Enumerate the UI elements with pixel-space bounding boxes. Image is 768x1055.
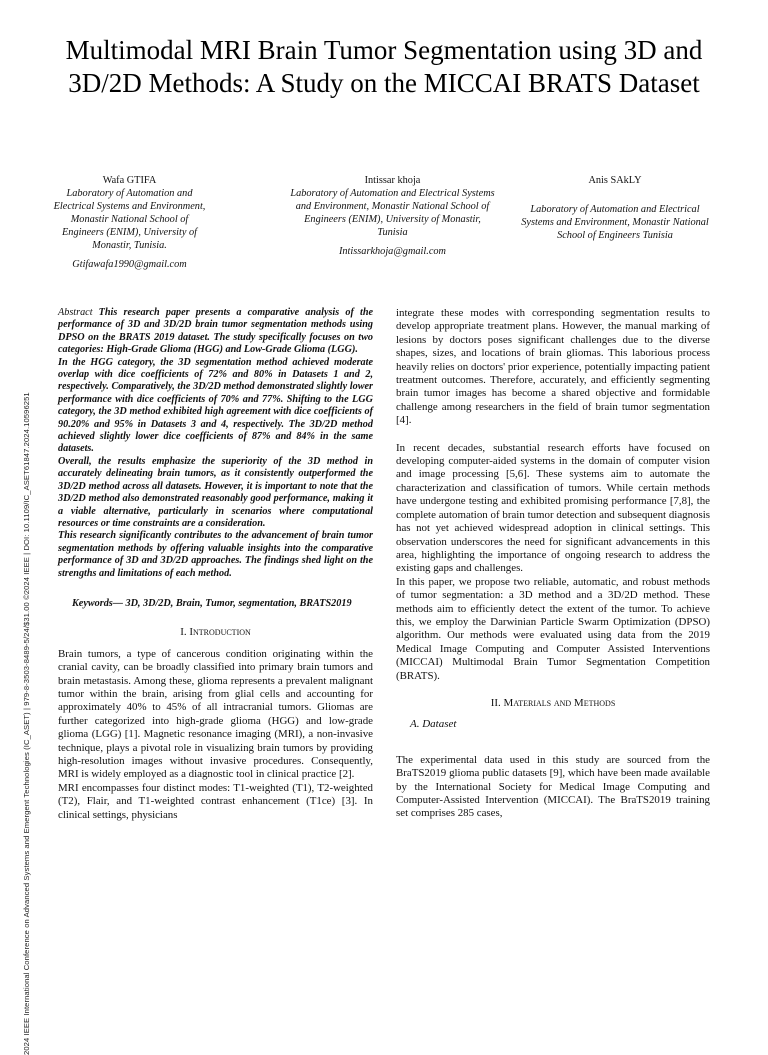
author-name: Anis SAkLY <box>588 175 642 186</box>
author-name: Intissar khoja <box>364 175 421 186</box>
keywords-text: 3D, 3D/2D, Brain, Tumor, segmentation, BRATS2019 <box>125 597 352 609</box>
author-name: Wafa GTIFA <box>102 175 157 186</box>
paper-title: Multimodal MRI Brain Tumor Segmentation using 3D and 3D/2D Methods: A Study on the MICCAI BRATS Dataset <box>65 35 703 98</box>
abstract <box>58 307 373 580</box>
author-affiliation: Laboratory of Automation and Electrical Systems and Environment, Monastir National School of Engineers Tunisia <box>521 204 709 241</box>
author-affiliation: Laboratory of Automation and Electrical Systems and Environment, Monastir National School of Engineers (ENIM), University of Monastir, Tunisia. <box>53 188 206 251</box>
body-paragraph: Brain tumors, a type of cancerous condition originating within the cranial cavity, can be broadly classified into primary brain tumors and brain metastasis. Among these, glioma represents a prevalent malignant tumor within the brain, arising from glial cells and accounting for approximately 40% to 45% of all intracranial tumors. Gliomas are further categorized into high-grade glioma (HGG) and low-grade glioma (LGG) [1]. Magnetic resonance imaging (MRI), a non-invasive technique, plays a pivotal role in visualizing brain tumors by providing high-resolution images without invasive procedures. Consequently, MRI is widely employed as a diagnostic tool in clinical practice [2]. <box>58 647 373 781</box>
abstract-lead: Abstract <box>58 307 93 318</box>
keywords-lead: Keywords— <box>72 597 123 609</box>
section-heading: I. Introduction <box>180 626 251 639</box>
author-email[interactable]: Gtifawafa1990@gmail.com <box>72 259 187 270</box>
subsection-heading: A. Dataset <box>410 718 457 731</box>
body-paragraph: MRI encompasses four distinct modes: T1-weighted (T1), T2-weighted (T2), Flair, and T1-weighted contrast enhancement (T1ce) [3]. In clinical settings, physicians <box>58 781 373 821</box>
doi-sidebar: 2024 IEEE International Conference on Advanced Systems and Emergent Technologies (IC_ASET) | 979-8-3503-8489-5/24/$31.00 ©2024 IEEE | DOI: 10.1109/IC_ASET61847.2024.10596251 <box>22 392 31 1055</box>
body-paragraph: In recent decades, substantial research efforts have focused on developing computer-aided systems in the domain of computer vision and image processing [5,6]. These systems aim to automate the characterization and classification of tumors. While certain methods have undergone testing and exhibited promising performance [7,8], the complete automation of brain tumor detection and subsequent diagnosis has not yet achieved widespread adoption in clinical settings. This observation underscores the need for significant advancements in this area, highlighting the importance of ongoing research to address the existing gaps and challenges. <box>396 441 710 575</box>
abstract-paragraph: In the HGG category, the 3D segmentation method achieved moderate overlap with dice coefficients of 72% and 80% in Datasets 1 and 2, respectively. Comparatively, the 3D/2D method demonstrated slightly lower performance with dice coefficients of 70% and 77%. Shifting to the LGG category, the 3D method exhibited high agreement with dice coefficients of 90.20% and 95% in Datasets 3 and 4, respectively. The 3D/2D method achieved slightly lower dice coefficients of 87% and 84% in the same datasets. <box>58 356 373 455</box>
abstract-paragraph: Overall, the results emphasize the superiority of the 3D method in accurately delineating brain tumors, as it consistently outperformed the 3D/2D method across all datasets. However, it is important to note that the 3D/2D method also demonstrated reasonably good performance, making it a viable alternative, particularly in scenarios where computational resources or time constraints are a consideration. <box>58 455 373 529</box>
author-block <box>52 174 207 271</box>
abstract-paragraph: This research significantly contributes to the advancement of brain tumor segmentation methods by offering valuable insights into the comparative performance of 3D and 3D/2D approaches. The findings shed light on the strengths and limitations of each method. <box>58 530 373 579</box>
author-affiliation: Laboratory of Automation and Electrical Systems and Environment, Monastir National School of Engineers (ENIM), University of Monastir, Tunisia <box>290 188 495 238</box>
keywords <box>58 598 373 610</box>
right-column <box>396 307 710 821</box>
section-heading: II. Materials and Methods <box>490 696 616 709</box>
body-paragraph: In this paper, we propose two reliable, automatic, and robust methods of tumor segmentation: a 3D method and a 3D/2D method. These methods aim to efficiently detect the extent of the tumor. To achieve this, we employ the Darwinian Particle Swarm Optimization (DPSO) algorithm. Our methods were evaluated using data from the 2019 Medical Image Computing and Computer Assisted Interventions (MICCAI) Multimodal Brain Tumor Segmentation Competition (BRATS). <box>396 575 710 682</box>
author-block <box>290 174 495 258</box>
abstract-paragraph: This research paper presents a comparative analysis of the performance of 3D and 3D/2D brain tumor segmentation methods using DPSO on the BRATS 2019 dataset. The study specifically focuses on two categories: High-Grade Glioma (HGG) and Low-Grade Glioma (LGG). <box>58 307 374 356</box>
body-paragraph: The experimental data used in this study are sourced from the BraTS2019 glioma public datasets [9], which have been made available by the International Society for Medical Image Computing and Computer-Assisted Intervention (MICCAI). The BraTS2019 training set comprises 285 cases, <box>396 753 710 820</box>
left-column <box>58 307 373 822</box>
body-paragraph: integrate these modes with corresponding segmentation results to develop appropriate treatment plans. However, the manual marking of lesions by doctors poses significant challenges due to the diverse shapes, sizes, and locations of brain gliomas. This laborious process heavily relies on doctors' prior experience, potentially impacting patient treatment outcomes. Therefore, accurately, and efficiently segmenting brain tumor images has become a shared objective and formidable challenge among researchers in the field of brain tumor segmentation [4]. <box>396 307 710 427</box>
author-email[interactable]: Intissarkhoja@gmail.com <box>338 246 446 257</box>
author-block <box>520 174 710 242</box>
